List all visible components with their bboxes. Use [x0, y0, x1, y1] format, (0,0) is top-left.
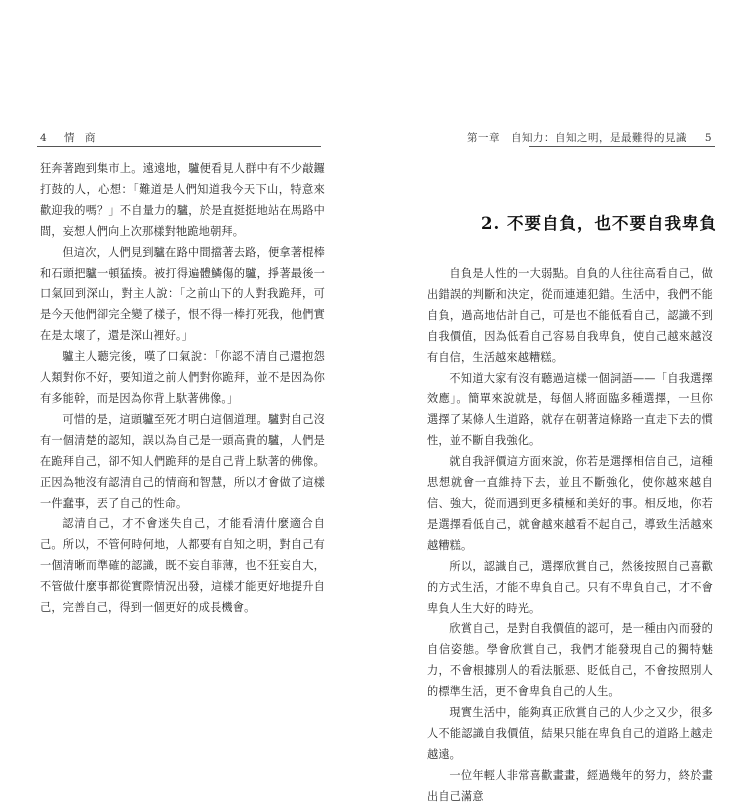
paragraph: 就自我評價這方面來說，你若是選擇相信自己，這種思想就會一直維持下去，並且不斷強化，使你越來越自信、強大，從而遇到更多積極和美好的事。相反地，你若是選擇看低自己，就會越來越看不起自己，導致生活越來越糟糕。 — [427, 455, 713, 552]
right-running-head — [467, 130, 712, 145]
paragraph: 認清自己，才不會迷失自己，才能看清什麼適合自己。所以，不管何時何地，人都要有自知之明，對自己有一個清晰而準確的認識，既不妄自菲薄，也不狂妄自大，不管做什麼事都從實際情況出發，這樣才能更好地提升自己，完善自己，得到一個更好的成長機會。 — [40, 517, 325, 615]
right-page-number: 5 — [704, 132, 712, 144]
paragraph: 狂奔著跑到集市上。遠遠地，驢便看見人群中有不少敲鑼打鼓的人，心想：「難道是人們知道我今天下山，特意來歡迎我的嗎？」不自量力的驢，於是直挺挺地站在馬路中間，妄想人們向上次那樣對牠跪地朝拜。 — [40, 162, 325, 238]
paragraph: 自負是人性的一大弱點。自負的人往往高看自己，做出錯誤的判斷和決定，從而連連犯錯。生活中，我們不能自負，過高地估計自己，可是也不能低看自己，認識不到自我價值，因為低看自己容易自我卑負，使自己越來越沒有自信，生活越來越糟糕。 — [427, 267, 713, 364]
paragraph: 一位年輕人非常喜歡畫畫，經過幾年的努力，終於畫出自己滿意 — [427, 768, 713, 803]
right-header-rule — [529, 146, 715, 147]
paragraph: 現實生活中，能夠真正欣賞自己的人少之又少，很多人不能認識自我價值，結果只能在卑負自己的道路上越走越遠。 — [427, 706, 713, 761]
left-page — [0, 0, 375, 750]
left-body-text — [40, 159, 325, 619]
paragraph: 所以，認識自己，選擇欣賞自己，然後按照自己喜歡的方式生活，才能不卑負自己。只有不卑負自己，才不會卑負人生大好的時光。 — [427, 559, 713, 615]
paragraph: 驢主人聽完後，嘆了口氣說：「你認不清自己還抱怨人類對你不好，要知道之前人們對你跪拜，並不是因為你有多能幹，而是因為你背上馱著佛像。」 — [40, 350, 325, 405]
paragraph: 可惜的是，這頭驢至死才明白這個道理。驢對自己沒有一個清楚的認知，誤以為自己是一頭高貴的驢，人們是在跪拜自己，卻不知人們跪拜的是自己背上馱著的佛像。正因為牠沒有認清自己的情商和智慧，所以才會做了這樣一件蠢事，丟了自己的性命。 — [40, 412, 325, 510]
paragraph: 欣賞自己，是對自我價值的認可，是一種由內而發的自信姿態。學會欣賞自己，我們才能發現自己的獨特魅力，不會根據別人的看法脈惡、貶低自己，不會按照別人的標準生活，更不會卑負自己的人生。 — [427, 622, 713, 699]
paragraph: 但這次，人們見到驢在路中間擋著去路，便拿著棍棒和石頭把驢一頓猛揍。被打得遍體鱗傷的驢，掙著最後一口氣回到深山，對主人說：「之前山下的人對我跪拜，可是今天他們卻完全變了樣子，恨不得一棒打死我，他們實在是太壞了，還是深山裡好。」 — [40, 245, 325, 343]
left-running-head — [40, 130, 96, 145]
left-header-rule — [37, 146, 321, 147]
right-body-text — [427, 264, 713, 808]
left-header-title: 情 商 — [64, 132, 96, 144]
chapter-title: 第一章 自知力：自知之明，是最難得的見識 — [466, 132, 687, 144]
paragraph: 不知道大家有沒有聽過這樣一個詞語——「自我選擇效應」。簡單來說就是，每個人將面臨多種選擇，一旦你選擇了某條人生道路，就存在朝著這條路一直走下去的慣性，並不斷自我強化。 — [427, 371, 713, 448]
right-page — [375, 0, 750, 803]
section-heading: 2. 不要自負，也不要自我卑負 — [481, 214, 717, 233]
left-page-number: 4 — [40, 132, 47, 144]
